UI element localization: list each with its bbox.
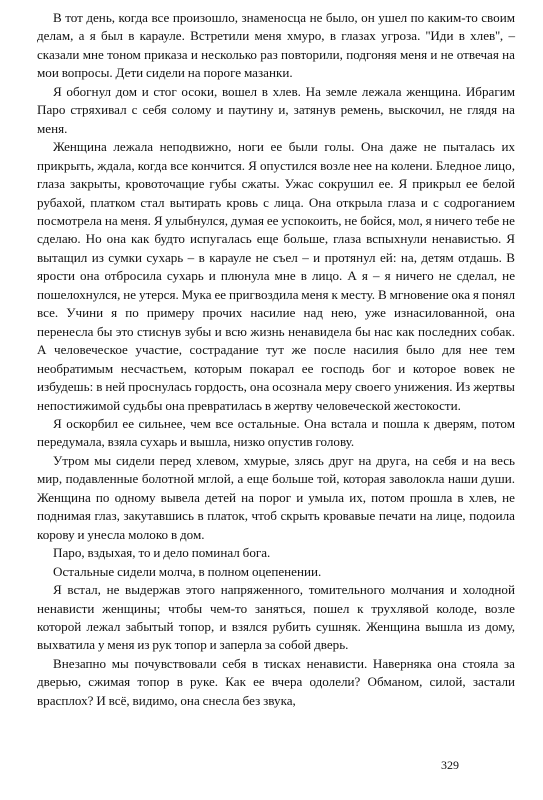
body-text: [37, 9, 515, 710]
paragraph-9: Внезапно мы почувствовали себя в тисках ненависти. Наверняка она стояла за дверью, сжимая топор в руке. Как ее вчера одолели? Обманом, силой, застали врасплох? И всё, видимо, она снесла без звука,: [37, 655, 515, 708]
paragraph-7: Остальные сидели молча, в полном оцепенении.: [53, 563, 322, 579]
paragraph-8: Я встал, не выдержав этого напряженного, томительного молчания и холодной ненависти женщины; чтобы чем-то заняться, пошел к трухлявой колоде, возле которой лежал забытый топор, и взялся рубить сушняк. Женщина вышла из дому, выхватила у меня из рук топор и заперла за собой дверь.: [37, 582, 515, 653]
paragraph-5: Утром мы сидели перед хлевом, хмурые, злясь друг на друга, на себя и на весь мир, подавленные болотной мглой, а еще больше той, которая заволокла наши души. Женщина по одному вывела детей на порог и умыла их, потом прошла в хлев, не поднимая глаз, закутавшись в платок, чтоб скрыть кровавые печати на лице, подоила корову и унесла молоко в дом.: [37, 452, 515, 542]
paragraph-4: Я оскорбил ее сильнее, чем все остальные. Она встала и пошла к дверям, потом передумала, взяла сухарь и вышла, низко опустив голову.: [37, 415, 515, 450]
paragraph-6: Паро, вздыхая, то и дело поминал бога.: [53, 545, 271, 561]
page-number: 329: [441, 758, 459, 772]
paragraph-2: Я обогнул дом и стог осоки, вошел в хлев. На земле лежала женщина. Ибрагим Паро стряхивал с себя солому и паутину и, затянув ремень, выскочил, не глядя на меня.: [37, 83, 515, 136]
paragraph-1: В тот день, когда все произошло, знаменосца не было, он ушел по каким-то своим делам, а я был в карауле. Встретили меня хмуро, в глазах угроза. ''Иди в хлев'', – сказали мне тоном приказа и несколько раз повторили, подгоняя меня и не отвечая на мои вопросы. Дети сидели на пороге мазанки.: [37, 10, 515, 81]
paragraph-3: Женщина лежала неподвижно, ноги ее были голы. Она даже не пыталась их прикрыть, ждала, когда все кончится. Я опустился возле нее на колени. Бледное лицо, глаза закрыты, кровоточащие губы сжаты. Ужас сокрушил ее. Я прикрыл ее белой рубахой, платком стал вытирать кровь с лица. Она открыла глаза и с содроганием посмотрела на меня. Я улыбнулся, думая ее успокоить, не бойся, мол, я ничего тебе не сделаю. Но она как будто испугалась еще больше, глаза вспыхнули ненавистью. Я вытащил из сумки сухарь – в карауле не съел – и протянул ей: на, детям отдашь. В ярости она отбросила сухарь и плюнула мне в лицо. А я – я ничего не сделал, не пошелохнулся, не утерся. Мука ее пригвоздила меня к месту. В мгновение ока я понял все. Учини я по примеру прочих насилие над нею, уже изнасилованной, она перенесла бы это стиснув зубы и всю жизнь ненавидела бы нас как последних собак. А человеческое участие, сострадание тут же после насилия было для нее тем необратимым несчастьем, которым покарал ее господь бог и которое вовек не избудешь: в ней проснулась гордость, она осознала меру своего унижения. Из жертвы непостижимой судьбы она превратилась в жертву человеческой жестокости.: [37, 139, 515, 413]
